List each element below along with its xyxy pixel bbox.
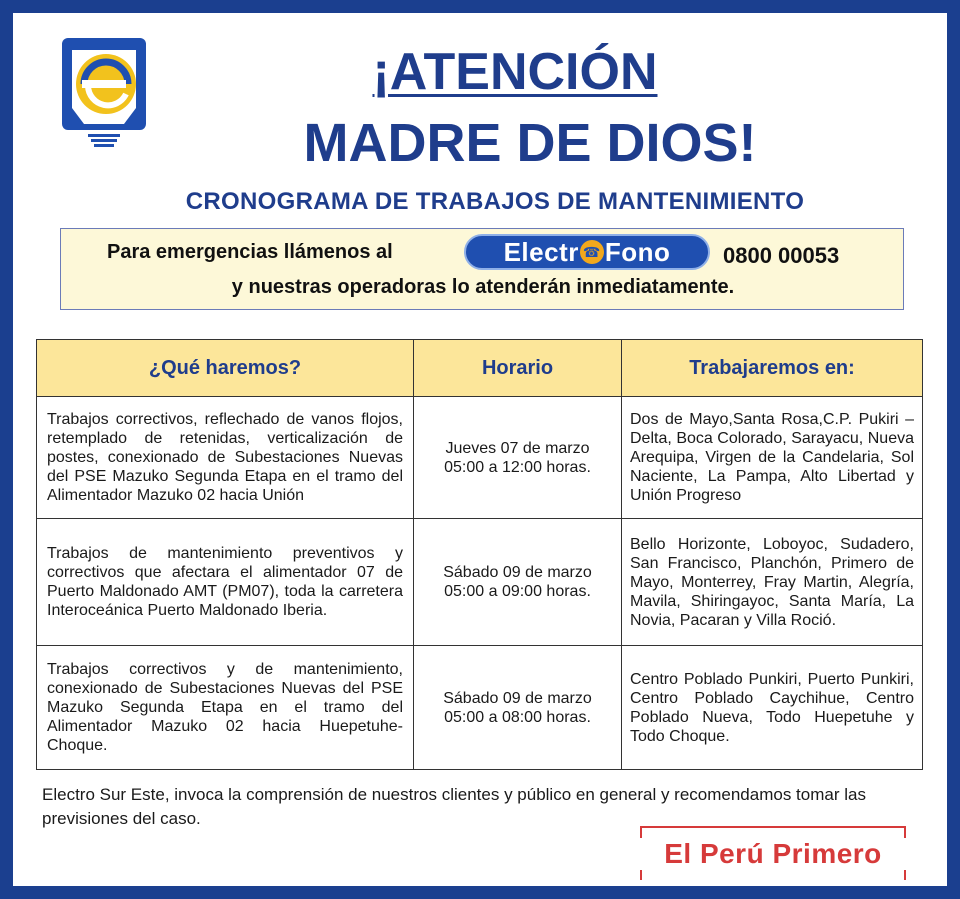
emergency-text-line2: y nuestras operadoras lo atenderán inmediatamente.	[231, 276, 735, 298]
work-date: Sábado 09 de marzo	[443, 689, 592, 707]
column-header-what: ¿Qué haremos?	[37, 340, 414, 397]
brand-text: El Perú Primero	[640, 838, 906, 870]
table-row	[37, 646, 923, 770]
table-row	[37, 397, 923, 519]
footer-notice: Electro Sur Este, invoca la comprensión de nuestros clientes y público en general y recomendamos tomar las previsiones del caso.	[42, 785, 866, 828]
electrofono-label-part1: Electr	[503, 236, 579, 267]
table-row	[37, 519, 923, 646]
work-description: Trabajos correctivos y de mantenimiento, conexionado de Subestaciones Nuevas del PSE Mazuko Segunda Etapa en el tramo del Alimentador Mazuko 02 hacia Huepetuhe-Choque.	[37, 646, 414, 770]
electro-sur-este-logo-icon	[62, 38, 146, 150]
emergency-phone-number: 0800 00053	[723, 243, 840, 268]
electrofono-badge	[464, 234, 710, 270]
page-title-line1: ¡ATENCIÓN	[372, 43, 658, 101]
work-date: Sábado 09 de marzo	[443, 564, 592, 581]
table-header-row	[37, 340, 923, 397]
work-description: Trabajos de mantenimiento preventivos y correctivos que afectara el alimentador 07 de Puerto Maldonado AMT (PM07), toda la carretera Interoceánica Puerto Maldonado Iberia.	[37, 519, 414, 646]
maintenance-schedule-table	[36, 339, 923, 770]
emergency-text: Para emergencias llámenos al	[107, 241, 393, 263]
work-schedule	[414, 646, 622, 770]
work-time: 05:00 a 09:00 horas.	[444, 583, 591, 600]
work-time: 05:00 a 12:00 horas.	[444, 458, 591, 476]
electrofono-label-part2: Fono	[604, 236, 671, 267]
page-subtitle: CRONOGRAMA DE TRABAJOS DE MANTENIMIENTO	[185, 188, 805, 215]
column-header-schedule: Horario	[414, 340, 622, 397]
work-schedule	[414, 519, 622, 646]
phone-icon: ☎	[580, 240, 604, 264]
page-title-line2: MADRE DE DIOS!	[303, 113, 757, 173]
work-time: 05:00 a 08:00 horas.	[444, 708, 591, 726]
work-locations: Dos de Mayo,Santa Rosa,C.P. Pukiri – Delta, Boca Colorado, Sarayacu, Nueva Arequipa, Virgen de la Candelaria, Sol Naciente, La Pampa, Alto Libertad y Unión Progreso	[622, 397, 923, 519]
el-peru-primero-brand	[640, 826, 906, 880]
work-locations: Centro Poblado Punkiri, Puerto Punkiri, Centro Poblado Caychihue, Centro Poblado Nueva, Todo Huepetuhe y Todo Choque.	[622, 646, 923, 770]
column-header-location: Trabajaremos en:	[622, 340, 923, 397]
work-schedule	[414, 397, 622, 519]
work-description: Trabajos correctivos, reflechado de vanos flojos, retemplado de retenidas, verticalización de postes, conexionado de Subestaciones Nuevas del PSE Mazuko Segunda Etapa en el tramo del Alimentador Mazuko 02 hacia Unión	[37, 397, 414, 519]
work-locations: Bello Horizonte, Loboyoc, Sudadero, San Francisco, Planchón, Primero de Mayo, Monterrey, Fray Martin, Alegría, Mavila, Shiringayoc, Santa María, La Novia, Pacaran y Villa Roció.	[622, 519, 923, 646]
emergency-banner	[60, 228, 904, 310]
work-date: Jueves 07 de marzo	[445, 439, 590, 457]
